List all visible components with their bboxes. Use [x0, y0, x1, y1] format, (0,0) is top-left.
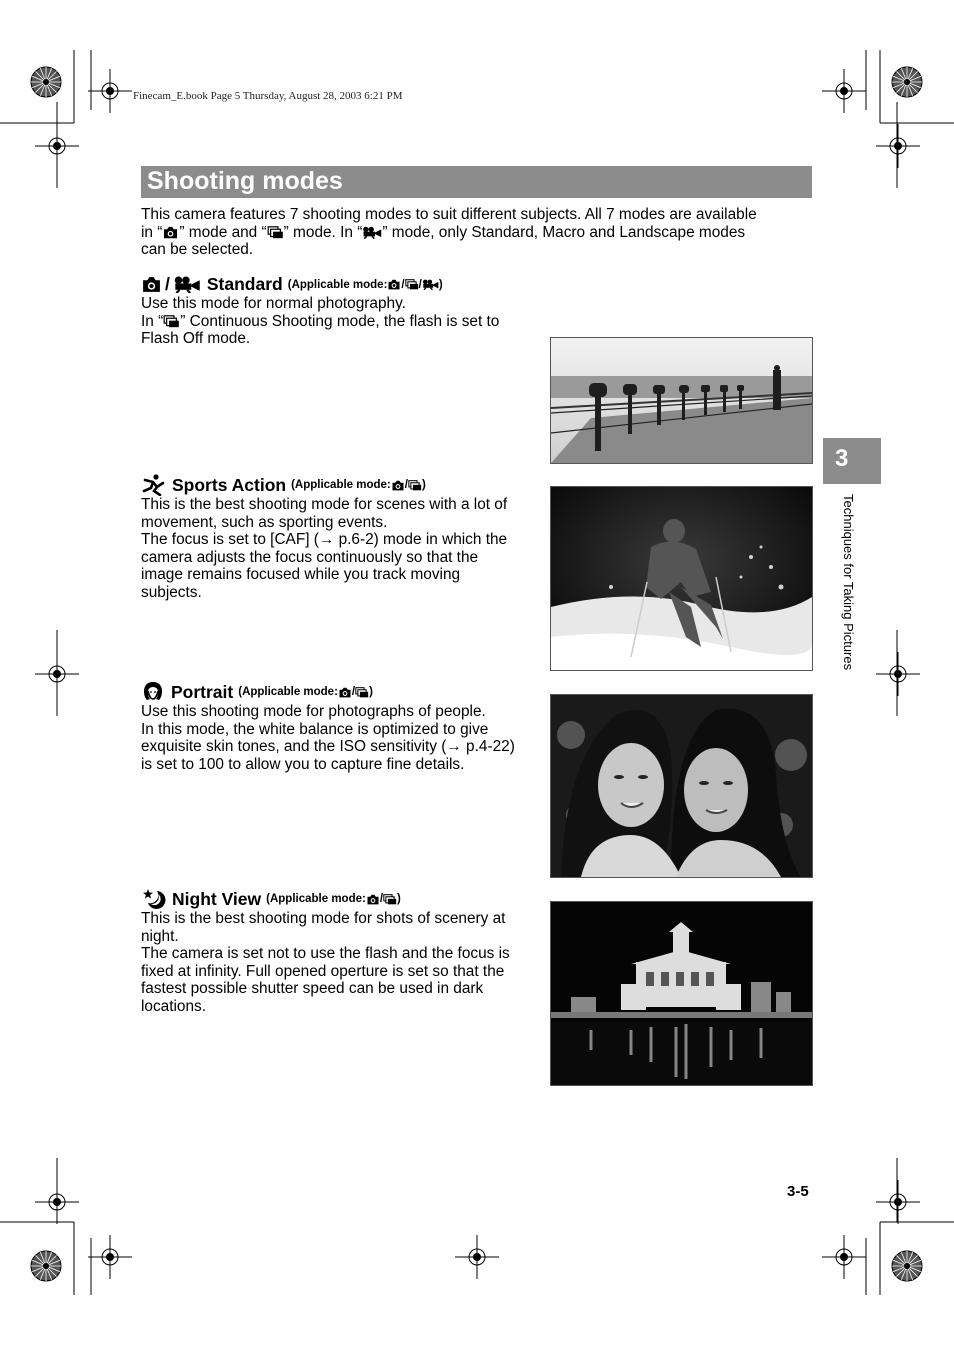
continuous-shooting-icon: [267, 226, 284, 239]
movie-camera-icon: [362, 226, 382, 239]
continuous-shooting-icon: [408, 480, 422, 491]
page-number: 3-5: [787, 1183, 809, 1200]
section-night-view: Night View (Applicable mode: / ) This is the best shooting mode for shots of scenery at night. The camera is set not to use the flash and the focus is fixed at infinity. Full opened operture is set so that the fastest possible shutter speed can be used in dark locations.: [141, 888, 510, 1015]
section-standard: / Standard (Applicable mode: / / ) Use this mode for normal photography. In “ ” Continuous Shooting mode, the flash is set to Flash Off mode.: [141, 274, 500, 347]
sports-action-icon: [141, 474, 167, 496]
photo-sports-skier: [550, 486, 813, 671]
registration-star-icon: [31, 67, 61, 97]
section-title: Night View: [172, 888, 262, 909]
movie-camera-icon: [422, 279, 439, 290]
camera-icon: [387, 279, 401, 290]
photo-night-view-building: [550, 901, 813, 1086]
chapter-side-label: Techniques for Taking Pictures: [841, 494, 856, 671]
continuous-shooting-icon: [405, 279, 419, 290]
section-title: Standard: [206, 274, 283, 294]
continuous-shooting-icon: [163, 315, 180, 328]
section-sports-action: Sports Action (Applicable mode: / ) This is the best shooting mode for scenes with a lot of movement, such as sporting events. The focus is set to [CAF] (→ p.6-2) mode in which the camera adjusts the focus continuously so that the image remains focused while you track moving subjects.: [141, 474, 508, 601]
camera-icon: [162, 226, 179, 239]
print-header: Finecam_E.book Page 5 Thursday, August 28, 2003 6:21 PM: [133, 90, 403, 102]
continuous-shooting-icon: [383, 894, 397, 905]
title-bar: [141, 166, 812, 198]
portrait-icon: [141, 681, 165, 703]
movie-camera-icon: [173, 276, 201, 293]
camera-icon: [366, 894, 380, 905]
registration-star-icon: [31, 1251, 61, 1281]
photo-portrait-women: [550, 694, 813, 878]
continuous-shooting-icon: [355, 687, 369, 698]
section-title: Portrait: [171, 681, 234, 702]
night-view-icon: [141, 888, 167, 910]
registration-star-icon: [892, 1251, 922, 1281]
section-title: Sports Action: [172, 474, 287, 495]
photo-standard-pier: [550, 337, 813, 464]
intro-paragraph: This camera features 7 shooting modes to suit different subjects. All 7 modes are available in “ ” mode and “ ” mode. In “ ” mode, only Standard, Macro and Landscape modes can be selected.: [141, 206, 757, 258]
page-title: Shooting modes: [147, 167, 343, 195]
registration-star-icon: [892, 67, 922, 97]
camera-icon: [141, 276, 162, 293]
camera-icon: [338, 687, 352, 698]
camera-icon: [391, 480, 405, 491]
section-portrait: Portrait (Applicable mode: / ) Use this shooting mode for photographs of people. In this mode, the white balance is optimized to give exquisite skin tones, and the ISO sensitivity (→ p.4-22) is set to 100 to allow you to capture fine details.: [141, 681, 515, 773]
chapter-tab: 3: [823, 438, 881, 484]
